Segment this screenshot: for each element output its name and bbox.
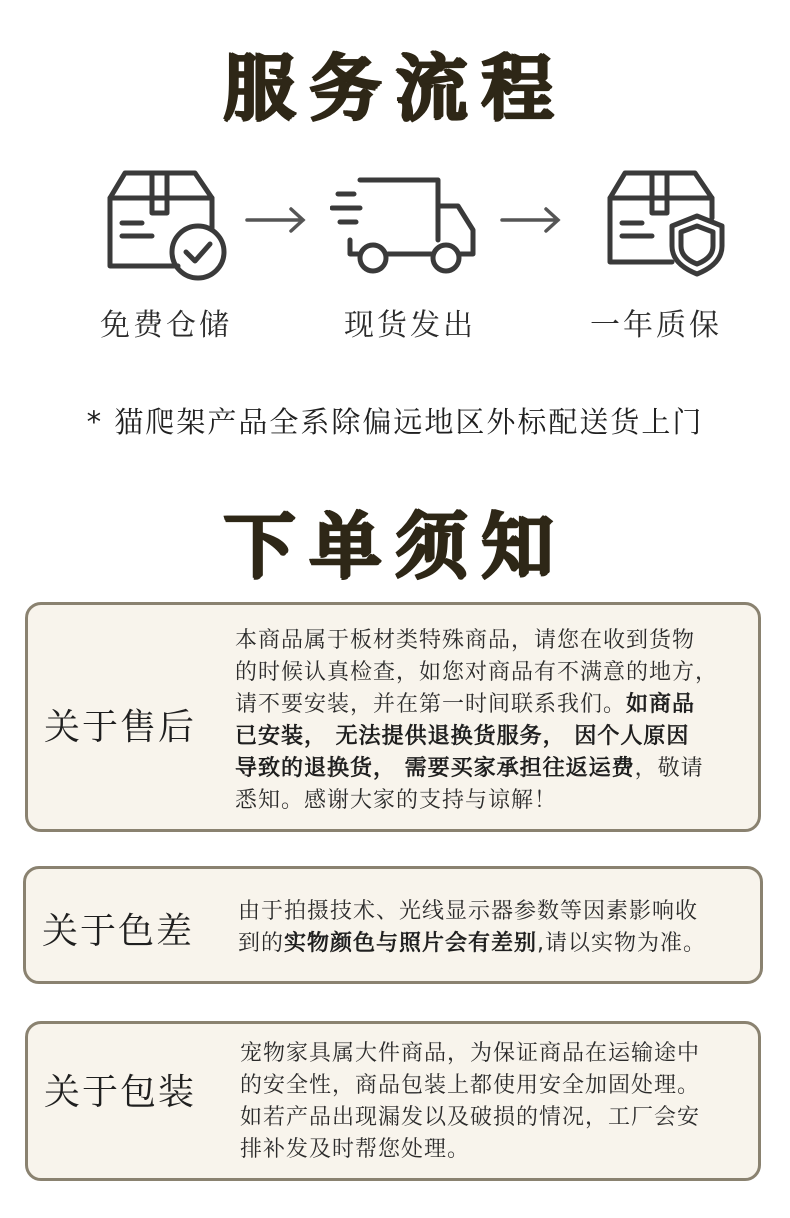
- after-sales-card: [25, 602, 761, 832]
- card-body-color: [238, 896, 748, 960]
- bold-text: 已安装， 无法提供退换货服务， 因个人原因: [235, 724, 690, 749]
- card-title-packaging: 关于包装: [44, 1072, 197, 1113]
- card-title-after-sales: 关于售后: [44, 707, 197, 748]
- body-text: 宠物家具属大件商品，为保证商品在运输途中: [240, 1041, 701, 1066]
- card-body-line: [235, 785, 745, 817]
- body-text: 请不要安装，并在第一时间联系我们。: [235, 692, 627, 717]
- card-body-line: [238, 928, 748, 960]
- packaging-card: [25, 1021, 761, 1181]
- card-body-line: [240, 1102, 750, 1134]
- step-label-storage: 免费仓储: [100, 308, 232, 343]
- arrow-right-icon: [500, 205, 564, 235]
- card-body-after-sales: [235, 625, 745, 817]
- card-body-line: [240, 1070, 750, 1102]
- bold-text: 导致的退换货， 需要买家承担往返运费: [235, 756, 635, 781]
- card-title-color: 关于色差: [42, 911, 195, 952]
- card-body-line: [238, 896, 748, 928]
- body-text: 如若产品出现漏发以及破损的情况，工厂会安: [240, 1105, 701, 1130]
- service-process-title: 服务流程: [222, 46, 567, 130]
- card-body-line: [240, 1134, 750, 1166]
- card-body-line: [235, 753, 745, 785]
- arrow-right-icon: [245, 205, 309, 235]
- box-shield-icon: [600, 168, 730, 283]
- body-text: 到的: [238, 931, 285, 956]
- step-label-warranty: 一年质保: [590, 308, 722, 343]
- card-body-line: [235, 625, 745, 657]
- delivery-truck-icon: [330, 172, 480, 280]
- order-notice-title: 下单须知: [222, 504, 567, 588]
- body-text: ，敬请: [634, 756, 704, 781]
- card-body-line: [235, 689, 745, 721]
- card-body-line: [235, 657, 745, 689]
- body-text: 由于拍摄技术、光线显示器参数等因素影响收: [238, 899, 699, 924]
- card-body-packaging: [240, 1038, 750, 1166]
- box-check-icon: [100, 168, 230, 283]
- body-text: 本商品属于板材类特殊商品，请您在收到货物: [235, 628, 696, 653]
- step-label-shipping: 现货发出: [344, 308, 476, 343]
- body-text: ,请以实物为准。: [537, 931, 707, 956]
- bold-text: 如商品: [626, 692, 696, 717]
- body-text: 的时候认真检查，如您对商品有不满意的地方，: [235, 660, 719, 685]
- body-text: 的安全性，商品包装上都使用安全加固处理。: [240, 1073, 701, 1098]
- color-difference-card: [23, 866, 763, 984]
- card-body-line: [235, 721, 745, 753]
- body-text: 悉知。感谢大家的支持与谅解！: [235, 788, 558, 813]
- body-text: 排补发及时帮您处理。: [240, 1137, 471, 1162]
- delivery-note: * 猫爬架产品全系除偏远地区外标配送货上门: [86, 405, 704, 439]
- card-body-line: [240, 1038, 750, 1070]
- bold-text: 实物颜色与照片会有差别: [284, 931, 538, 956]
